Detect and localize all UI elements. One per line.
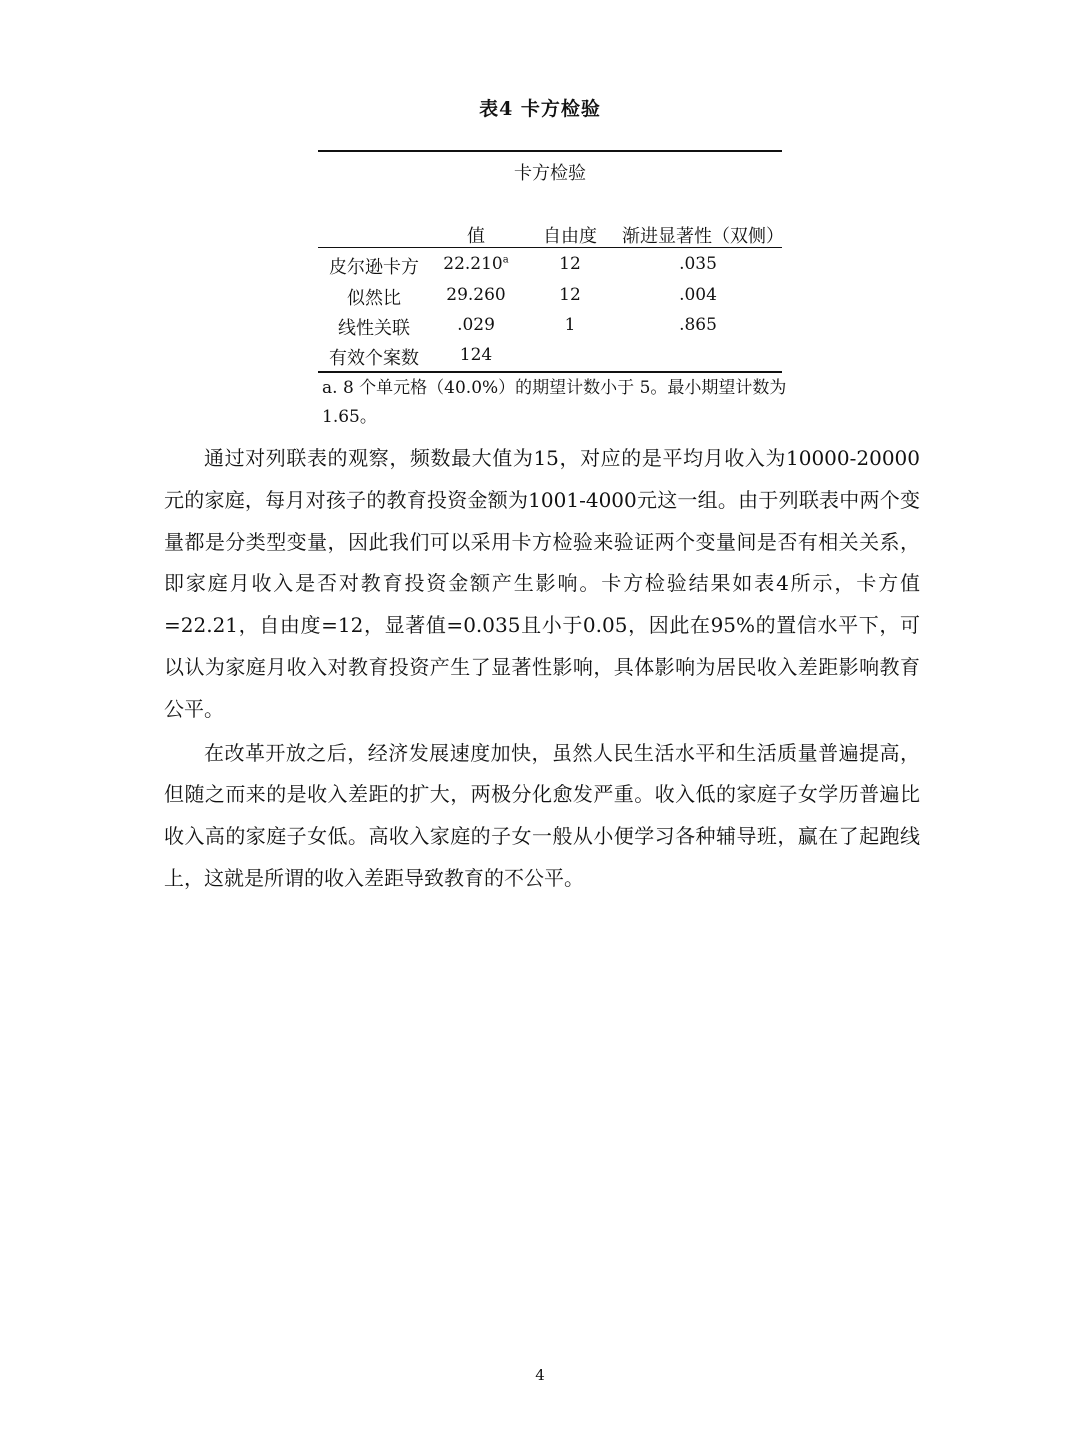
- row-label-linear: 线性关联: [338, 318, 410, 339]
- page-number: 4: [535, 1366, 545, 1384]
- cell-pearson-sig: .035: [679, 254, 717, 274]
- table-footnote: a. 8 个单元格（40.0%）的期望计数小于 5。最小期望计数为 1.65。: [322, 378, 787, 427]
- row-label-pearson: 皮尔逊卡方: [329, 257, 419, 278]
- cell-linear-value: .029: [457, 315, 495, 335]
- row-label-likelihood: 似然比: [347, 288, 401, 309]
- cell-valid-cases-value: 124: [459, 345, 493, 365]
- cell-linear-df: 1: [564, 315, 576, 335]
- header-significance: 渐进显著性（双侧）: [622, 226, 784, 247]
- body-text: [164, 438, 920, 902]
- paragraph-2: 在改革开放之后，经济发展速度加快，虽然人民生活水平和生活质量普遍提高，但随之而来的是收入差距的扩大，两极分化愈发严重。收入低的家庭子女学历普遍比收入高的家庭子女低。高收入家庭的子女一般从小便学习各种辅导班，赢在了起跑线上，这就是所谓的收入差距导致教育的不公平。: [164, 740, 920, 890]
- cell-likelihood-df: 12: [559, 285, 581, 305]
- row-label-valid-cases: 有效个案数: [329, 348, 419, 369]
- cell-likelihood-sig: .004: [679, 285, 717, 305]
- table-top-rule: [318, 150, 782, 152]
- table-title: 卡方检验: [514, 163, 586, 184]
- cell-linear-sig: .865: [679, 315, 717, 335]
- table-caption: 表4 卡方检验: [479, 98, 601, 120]
- paragraph-1: 通过对列联表的观察，频数最大值为15，对应的是平均月收入为10000-20000元的家庭，每月对孩子的教育投资金额为1001-4000元这一组。由于列联表中两个变量都是分类型变量，因此我们可以采用卡方检验来验证两个变量间是否有相关关系，即家庭月收入是否对教育投资金额产生影响。卡方检验结果如表4所示，卡方值=22.21，自由度=12，显著值=0.035且小于0.05，因此在95%的置信水平下，可以认为家庭月收入对教育投资产生了显著性影响，具体影响为居民收入差距影响教育公平。: [164, 446, 920, 721]
- cell-likelihood-value: 29.260: [446, 285, 506, 305]
- cell-pearson-df: 12: [559, 254, 581, 274]
- header-value: 值: [467, 226, 485, 247]
- cell-pearson-value: 22.210$^a$: [443, 254, 509, 274]
- table-bottom-rule: [318, 371, 782, 373]
- table-header-rule: [318, 247, 782, 248]
- footnote-marker: a: [502, 254, 509, 266]
- header-df: 自由度: [543, 226, 597, 247]
